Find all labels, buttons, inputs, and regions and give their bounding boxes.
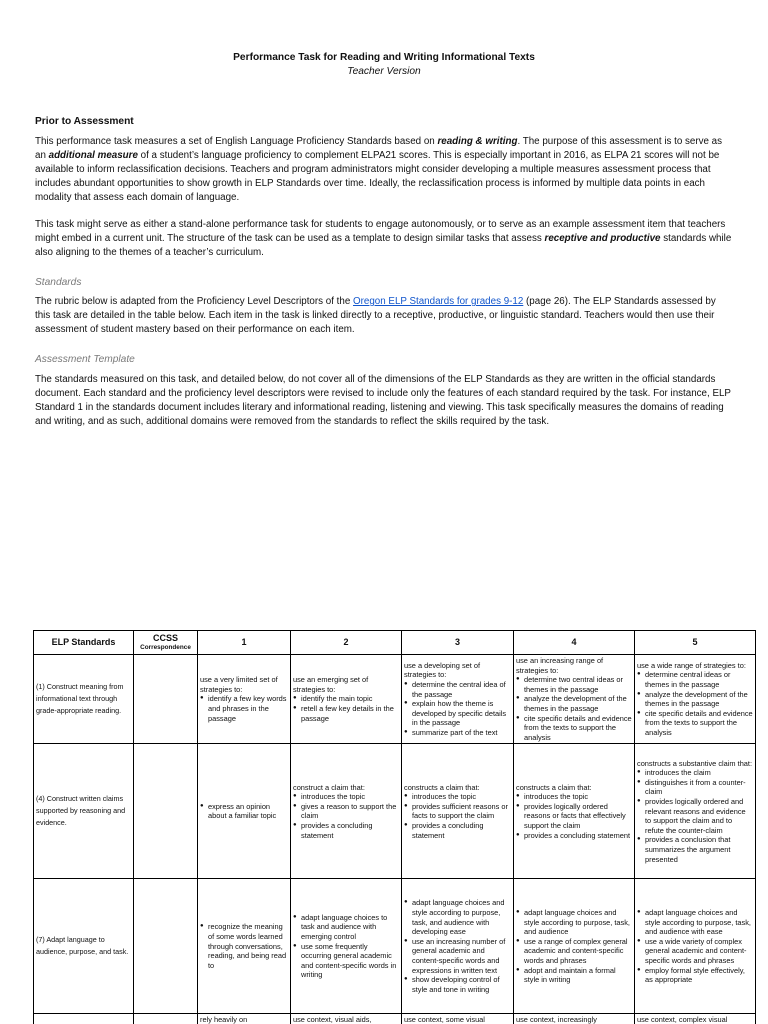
ccss-cell bbox=[134, 1014, 198, 1024]
bullet-dot-icon: ● bbox=[293, 793, 297, 800]
cell-intro: constructs a substantive claim that: bbox=[637, 758, 753, 768]
header-level-4: 4 bbox=[514, 631, 635, 655]
cell-intro: use context, increasingly bbox=[516, 1015, 597, 1024]
bullet-item bbox=[516, 937, 632, 966]
bullet-text: determine the central idea of the passage bbox=[412, 679, 506, 699]
cell-intro: use context, complex visual bbox=[637, 1015, 728, 1024]
bullet-dot-icon: ● bbox=[516, 676, 520, 683]
table-header-row bbox=[34, 631, 756, 655]
bullet-item bbox=[637, 768, 753, 778]
header-ccss bbox=[134, 631, 198, 655]
bullet-item bbox=[404, 699, 511, 728]
bullet-dot-icon: ● bbox=[637, 769, 641, 776]
level-4-cell bbox=[514, 655, 635, 744]
rubric-table bbox=[33, 630, 756, 1024]
bullet-item bbox=[516, 831, 632, 841]
bullet-text: adapt language choices and style according to purpose, task, and audience with developing ease bbox=[412, 898, 505, 937]
elp-standard-cell: (1) Construct meaning from informational text through grade-appropriate reading. bbox=[34, 655, 134, 744]
bullet-dot-icon: ● bbox=[637, 709, 641, 716]
level-4-cell bbox=[514, 1014, 635, 1024]
oregon-elp-standards-link[interactable]: Oregon ELP Standards for grades 9-12 bbox=[353, 296, 524, 307]
bullet-item bbox=[200, 802, 288, 821]
header-elp-standards: ELP Standards bbox=[34, 631, 134, 655]
bullet-dot-icon: ● bbox=[516, 793, 520, 800]
cell-intro: use context, visual aids, bbox=[293, 1015, 372, 1024]
bullet-text: adapt language choices and style according to purpose, task, and audience with ease bbox=[645, 907, 751, 937]
bullet-dot-icon: ● bbox=[404, 802, 408, 809]
bullet-text: adapt language choices and style according to purpose, task, and audience bbox=[524, 907, 630, 937]
bullet-dot-icon: ● bbox=[404, 899, 408, 906]
table-row bbox=[34, 744, 756, 879]
bullet-item bbox=[200, 694, 288, 723]
bullet-dot-icon: ● bbox=[404, 700, 408, 707]
cell-intro: constructs a claim that: bbox=[404, 782, 480, 792]
bullet-item bbox=[637, 835, 753, 864]
level-2-cell bbox=[291, 1014, 402, 1024]
text-run: (page 26). The ELP Standards assessed by this task are detailed in the table below. Each item in the task is linked directly to a receptive, productive, or linguistic standard. Teachers would then use their assessment of student mastery based on their performance on each item. bbox=[35, 296, 716, 335]
bullet-text: distinguishes it from a counter-claim bbox=[645, 777, 746, 797]
bullet-dot-icon: ● bbox=[293, 913, 297, 920]
bullet-text: provides a concluding statement bbox=[524, 830, 630, 840]
bullet-dot-icon: ● bbox=[200, 923, 204, 930]
bullet-dot-icon: ● bbox=[200, 802, 204, 809]
bullet-item bbox=[200, 922, 288, 970]
text-run: This task might serve as either a stand-alone performance task for students to engage autonomously, or to serve as an example assessment item that teachers might embed in a current unit. The structure of the task can be used as a template to design similar tasks that assess bbox=[35, 219, 726, 244]
cell-intro: use an increasing range of strategies to: bbox=[516, 656, 604, 675]
elp-standard-cell: (7) Adapt language to audience, purpose, and task. bbox=[34, 879, 134, 1014]
bullet-text: introduces the topic bbox=[301, 792, 366, 802]
bullet-dot-icon: ● bbox=[516, 937, 520, 944]
bullet-item bbox=[293, 821, 399, 840]
elp-standard-cell: (4) Construct written claims supported by reasoning and evidence. bbox=[34, 744, 134, 879]
level-2-cell bbox=[291, 744, 402, 879]
bullet-item bbox=[516, 675, 632, 694]
cell-intro: use a very limited set of strategies to: bbox=[200, 675, 278, 694]
bullet-dot-icon: ● bbox=[516, 695, 520, 702]
bullet-text: provides a concluding statement bbox=[301, 820, 373, 840]
bullet-text: provides logically ordered and relevant reasons and evidence to support the claim and to refute the counter-claim bbox=[645, 796, 746, 835]
bullet-dot-icon: ● bbox=[516, 831, 520, 838]
level-4-cell bbox=[514, 879, 635, 1014]
bullet-text: explain how the theme is developed by specific details in the passage bbox=[412, 699, 507, 728]
header-level-3: 3 bbox=[402, 631, 514, 655]
paragraph-standards bbox=[35, 295, 733, 337]
subheading-standards: Standards bbox=[35, 277, 82, 288]
paragraph-template: The standards measured on this task, and detailed below, do not cover all of the dimensions of the ELP Standards as they are written in the official standards document. Each standard and the proficiency level descriptors were revised to include only the features of each standard required by the task. For instance, ELP Standard 1 in the standards document includes literary and informational reading, listening and viewing. This task specifically measures the domains of reading and writing, and as such, additional domains were removed from the standards to reflect the skills required by the task. bbox=[35, 374, 731, 427]
bullet-text: provides a conclusion that summarizes the argument presented bbox=[645, 835, 731, 864]
level-4-cell bbox=[514, 744, 635, 879]
bullet-dot-icon: ● bbox=[404, 680, 408, 687]
bullet-text: recognize the meaning of some words learned through conversations, reading, and being read to bbox=[208, 922, 287, 970]
text-run: of a student’s language proficiency to complement ELPA21 scores. This is especially important in 2016, as ELPA 21 scores will not be available to inform reclassification decisions. Teachers and program administrators might consider developing a multiple measures assessment process that includes abundant opportunities to show growth in ELP Standards over time. Ideally, the reclassification process is informed by multiple data points in each modality that assess each domain of language. bbox=[35, 150, 720, 203]
bullet-text: introduces the topic bbox=[412, 792, 477, 802]
paragraph-purpose bbox=[35, 135, 733, 205]
bullet-dot-icon: ● bbox=[516, 908, 520, 915]
bullet-item bbox=[637, 937, 753, 966]
bullet-item bbox=[637, 797, 753, 835]
bullet-item bbox=[516, 792, 632, 802]
text-run: standards while also aligning to the themes of a teacher’s curriculum. bbox=[35, 233, 732, 258]
bullet-item bbox=[637, 670, 753, 689]
bullet-item bbox=[637, 778, 753, 797]
bullet-item bbox=[637, 709, 753, 738]
bullet-text: determine central ideas or themes in the passage bbox=[645, 670, 731, 689]
bullet-item bbox=[516, 802, 632, 831]
cell-intro: rely heavily on bbox=[200, 1015, 248, 1024]
cell-intro: use a wide range of strategies to: bbox=[637, 660, 746, 670]
level-3-cell bbox=[402, 879, 514, 1014]
header-level-5: 5 bbox=[635, 631, 756, 655]
bullet-text: provides a concluding statement bbox=[412, 820, 484, 840]
level-1-cell bbox=[198, 655, 291, 744]
bullet-item bbox=[404, 821, 511, 840]
level-3-cell bbox=[402, 744, 514, 879]
level-5-cell bbox=[635, 1014, 756, 1024]
bullet-text: express an opinion about a familiar topic bbox=[208, 801, 277, 821]
bullet-item bbox=[404, 792, 511, 802]
bullet-dot-icon: ● bbox=[637, 778, 641, 785]
header-level-1: 1 bbox=[198, 631, 291, 655]
bullet-text: use a wide variety of complex general academic and content-specific words and phrases bbox=[645, 936, 747, 965]
bullet-text: provides sufficient reasons or facts to support the claim bbox=[412, 801, 508, 821]
bullet-text: determine two central ideas or themes in the passage bbox=[524, 675, 624, 694]
document-title: Performance Task for Reading and Writing Informational Texts bbox=[233, 52, 535, 63]
bullet-item bbox=[516, 694, 632, 713]
ccss-cell bbox=[134, 744, 198, 879]
level-2-cell bbox=[291, 879, 402, 1014]
table-row bbox=[34, 879, 756, 1014]
elp-standard-cell bbox=[34, 1014, 134, 1024]
bullet-item bbox=[404, 728, 511, 738]
bullet-text: introduces the claim bbox=[645, 768, 711, 778]
bullet-item bbox=[404, 802, 511, 821]
bullet-dot-icon: ● bbox=[516, 966, 520, 973]
header-level-2: 2 bbox=[291, 631, 402, 655]
bullet-item bbox=[637, 908, 753, 937]
level-5-cell bbox=[635, 879, 756, 1014]
bullet-dot-icon: ● bbox=[516, 714, 520, 721]
bullet-dot-icon: ● bbox=[404, 793, 408, 800]
bullet-text: analyze the development of the themes in the passage bbox=[645, 689, 748, 709]
text-run: . The purpose of this assessment is to serve as an bbox=[35, 136, 723, 161]
cell-intro: use an emerging set of strategies to: bbox=[293, 675, 369, 694]
document-subtitle: Teacher Version bbox=[347, 66, 421, 77]
bullet-text: cite specific details and evidence from the texts to support the analysis bbox=[645, 708, 753, 737]
bullet-item bbox=[404, 937, 511, 975]
bullet-text: use an increasing number of general academic and content-specific words and expressions in written text bbox=[412, 936, 506, 975]
bullet-item bbox=[293, 802, 399, 821]
bullet-item bbox=[516, 908, 632, 937]
bullet-item bbox=[293, 942, 399, 980]
bullet-item bbox=[637, 966, 753, 985]
bullet-dot-icon: ● bbox=[200, 695, 204, 702]
emphasis-receptive-productive: receptive and productive bbox=[544, 233, 661, 244]
bullet-dot-icon: ● bbox=[637, 797, 641, 804]
bullet-text: show developing control of style and tone in writing bbox=[412, 975, 500, 994]
bullet-dot-icon: ● bbox=[404, 728, 408, 735]
emphasis-reading-writing: reading & writing bbox=[437, 136, 518, 147]
bullet-item bbox=[637, 690, 753, 709]
bullet-text: introduces the topic bbox=[524, 792, 589, 802]
bullet-text: cite specific details and evidence from the texts to support the analysis bbox=[524, 713, 632, 742]
header-ccss-label: CCSS bbox=[152, 633, 178, 644]
cell-intro: use context, some visual bbox=[404, 1015, 485, 1024]
ccss-cell bbox=[134, 879, 198, 1014]
table-row bbox=[34, 1014, 756, 1024]
bullet-dot-icon: ● bbox=[293, 942, 297, 949]
subheading-assessment-template: Assessment Template bbox=[35, 354, 135, 365]
bullet-text: use some frequently occurring general academic and content-specific words in writing bbox=[301, 941, 397, 980]
bullet-text: identify a few key words and phrases in the passage bbox=[208, 694, 287, 723]
bullet-item bbox=[516, 714, 632, 743]
level-2-cell bbox=[291, 655, 402, 744]
level-1-cell bbox=[198, 744, 291, 879]
bullet-item bbox=[404, 680, 511, 699]
bullet-item bbox=[293, 694, 399, 704]
bullet-dot-icon: ● bbox=[637, 937, 641, 944]
bullet-dot-icon: ● bbox=[293, 695, 297, 702]
bullet-dot-icon: ● bbox=[404, 976, 408, 983]
cell-intro: use a developing set of strategies to: bbox=[404, 660, 481, 680]
bullet-dot-icon: ● bbox=[637, 908, 641, 915]
bullet-dot-icon: ● bbox=[404, 937, 408, 944]
bullet-text: analyze the development of the themes in the passage bbox=[524, 694, 627, 713]
bullet-dot-icon: ● bbox=[404, 821, 408, 828]
bullet-dot-icon: ● bbox=[637, 966, 641, 973]
rubric-table-container bbox=[33, 630, 756, 1024]
header-ccss-correspondence: Correspondence bbox=[140, 643, 191, 651]
level-1-cell bbox=[198, 879, 291, 1014]
bullet-item bbox=[404, 898, 511, 936]
bullet-text: provides logically ordered reasons or facts that effectively support the claim bbox=[524, 801, 626, 830]
bullet-item bbox=[516, 966, 632, 985]
ccss-cell bbox=[134, 655, 198, 744]
text-run: The rubric below is adapted from the Proficiency Level Descriptors of the bbox=[35, 296, 354, 307]
level-3-cell bbox=[402, 655, 514, 744]
bullet-item bbox=[404, 975, 511, 994]
bullet-text: retell a few key details in the passage bbox=[301, 703, 394, 723]
bullet-text: adapt language choices to task and audience with emerging control bbox=[301, 912, 388, 941]
bullet-text: use a range of complex general academic and content-specific words and phrases bbox=[524, 936, 628, 965]
paragraph-usage bbox=[35, 218, 733, 260]
bullet-text: employ formal style effectively, as appropriate bbox=[645, 965, 745, 985]
cell-intro: constructs a claim that: bbox=[516, 782, 592, 792]
bullet-item bbox=[293, 792, 399, 802]
bullet-text: summarize part of the text bbox=[412, 727, 498, 737]
bullet-dot-icon: ● bbox=[637, 671, 641, 678]
rubric-body bbox=[34, 655, 756, 1024]
level-5-cell bbox=[635, 655, 756, 744]
bullet-dot-icon: ● bbox=[293, 704, 297, 711]
bullet-text: gives a reason to support the claim bbox=[301, 801, 397, 821]
emphasis-additional-measure: additional measure bbox=[48, 150, 138, 161]
bullet-dot-icon: ● bbox=[637, 836, 641, 843]
level-1-cell bbox=[198, 1014, 291, 1024]
table-row bbox=[34, 655, 756, 744]
level-5-cell bbox=[635, 744, 756, 879]
bullet-dot-icon: ● bbox=[637, 690, 641, 697]
bullet-item bbox=[293, 704, 399, 723]
text-run: This performance task measures a set of English Language Proficiency Standards based on bbox=[35, 136, 438, 147]
bullet-dot-icon: ● bbox=[516, 802, 520, 809]
bullet-dot-icon: ● bbox=[293, 821, 297, 828]
level-3-cell bbox=[402, 1014, 514, 1024]
section-heading-prior: Prior to Assessment bbox=[35, 116, 134, 127]
bullet-text: adopt and maintain a formal style in writing bbox=[524, 965, 616, 985]
cell-intro: construct a claim that: bbox=[293, 782, 365, 792]
bullet-dot-icon: ● bbox=[293, 802, 297, 809]
bullet-item bbox=[293, 913, 399, 942]
bullet-text: identify the main topic bbox=[301, 694, 373, 704]
